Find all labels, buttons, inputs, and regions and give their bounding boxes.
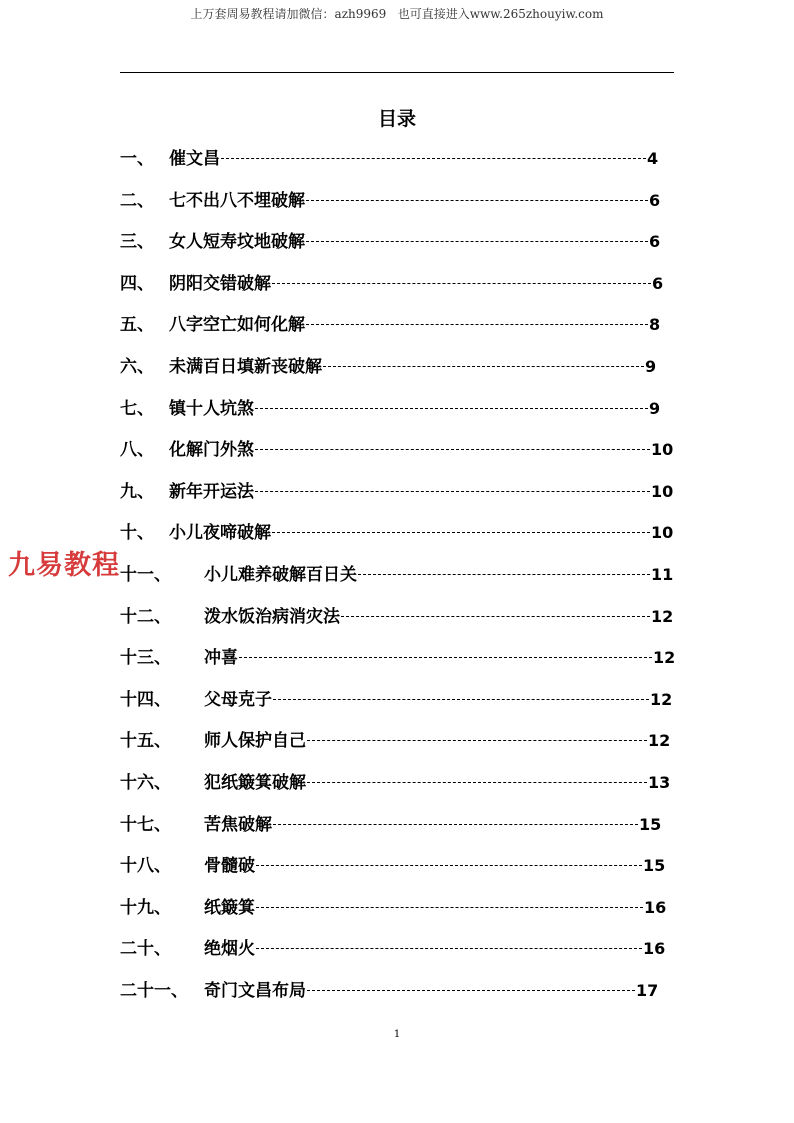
toc-leader-dots	[307, 782, 647, 783]
toc-entry[interactable]	[120, 480, 680, 504]
toc-entry[interactable]	[120, 771, 680, 795]
toc-entry[interactable]	[120, 397, 680, 421]
toc-leader-dots	[273, 824, 638, 825]
toc-entry-number: 十七、	[120, 814, 171, 835]
toc-entry[interactable]	[120, 646, 680, 670]
toc-entry-title: 化解门外煞	[169, 440, 254, 461]
toc-entry[interactable]	[120, 313, 680, 337]
toc-entry-title: 苦焦破解	[204, 814, 272, 835]
toc-entry[interactable]	[120, 563, 680, 587]
toc-entry-number: 九、	[120, 481, 154, 502]
toc-entry-title: 师人保护自己	[204, 731, 306, 752]
toc-entry[interactable]	[120, 355, 680, 379]
toc-entry[interactable]	[120, 854, 680, 878]
toc-entry-title: 女人短寿坟地破解	[169, 232, 305, 253]
toc-entry-title: 纸簸箕	[204, 897, 255, 918]
toc-leader-dots	[272, 532, 650, 533]
toc-entry-number: 二十、	[120, 939, 171, 960]
toc-leader-dots	[306, 241, 648, 242]
toc-entry-page: 17	[636, 981, 659, 1000]
toc-entry-title: 泼水饭治病消灾法	[204, 606, 340, 627]
toc-entry-number: 三、	[120, 232, 154, 253]
toc-entry-number: 十五、	[120, 731, 171, 752]
page-title: 目录	[377, 108, 416, 130]
toc-entry-number: 十三、	[120, 648, 171, 669]
toc-entry-title: 镇十人坑煞	[169, 398, 254, 419]
toc-entry-page: 6	[649, 190, 661, 210]
toc-leader-dots	[256, 907, 643, 908]
toc-entry[interactable]	[120, 605, 680, 629]
toc-leader-dots	[239, 657, 652, 658]
toc-leader-dots	[272, 283, 651, 284]
toc-entry-page: 16	[644, 897, 667, 917]
toc-entry-title: 绝烟火	[204, 939, 255, 960]
toc-entry-title: 七不出八不埋破解	[169, 190, 305, 211]
toc-leader-dots	[341, 616, 650, 617]
toc-entry-number: 十八、	[120, 856, 171, 877]
toc-entry[interactable]	[120, 521, 680, 545]
toc-entry-number: 八、	[120, 440, 154, 461]
toc-entry-number: 十、	[120, 523, 154, 544]
toc-entry-title: 骨髓破	[204, 856, 255, 877]
toc-entry-page: 12	[648, 731, 671, 751]
header-text: 上万套周易教程请加微信：azh9969 也可直接进入www.265zhouyiw.com	[190, 7, 604, 21]
toc-entry-title: 冲喜	[204, 648, 238, 669]
toc-entry[interactable]	[120, 147, 680, 171]
toc-leader-dots	[221, 158, 646, 159]
toc-entry-page: 12	[650, 689, 673, 709]
toc-entry-title: 犯纸簸箕破解	[204, 773, 306, 793]
toc-leader-dots	[255, 408, 648, 409]
toc-entry-title: 未满百日填新丧破解	[169, 357, 322, 377]
toc-entry-page: 9	[649, 398, 661, 418]
toc-leader-dots	[256, 865, 642, 866]
toc-leader-dots	[358, 574, 650, 575]
toc-entry-number: 四、	[120, 273, 154, 294]
toc-leader-dots	[256, 948, 642, 949]
toc-entry-title: 小儿难养破解百日关	[204, 565, 357, 585]
watermark-logo: 九易教程	[8, 550, 120, 581]
toc-leader-dots	[273, 699, 649, 700]
toc-leader-dots	[323, 366, 644, 367]
toc-entry[interactable]	[120, 979, 680, 1003]
toc-entry-number: 十九、	[120, 897, 171, 918]
toc-entry-number: 十四、	[120, 689, 171, 710]
toc-entry[interactable]	[120, 688, 680, 712]
toc-leader-dots	[306, 324, 648, 325]
toc-entry[interactable]	[120, 438, 680, 462]
toc-entry-page: 16	[643, 939, 666, 959]
page-number: 1	[393, 1029, 401, 1040]
toc-entry-page: 8	[649, 315, 661, 335]
toc-entry-page: 4	[647, 149, 659, 168]
toc-entry-number: 十二、	[120, 606, 171, 627]
toc-entry-page: 15	[639, 814, 662, 834]
header-rule	[120, 72, 674, 73]
toc-entry[interactable]	[120, 813, 680, 837]
toc-entry-page: 10	[651, 440, 674, 460]
toc-entry-number: 一、	[120, 149, 154, 169]
toc-entry[interactable]	[120, 729, 680, 753]
toc-leader-dots	[306, 200, 648, 201]
toc-entry-title: 催文昌	[169, 149, 220, 169]
toc-entry-page: 12	[651, 606, 674, 626]
toc-entry-title: 小儿夜啼破解	[169, 523, 271, 544]
toc-entry-title: 八字空亡如何化解	[169, 315, 305, 336]
toc-entry-number: 十六、	[120, 773, 171, 793]
toc-entry-page: 15	[643, 856, 666, 876]
toc-entry-title: 新年开运法	[169, 481, 254, 502]
toc-entry-page: 12	[653, 648, 676, 668]
toc-entry-number: 七、	[120, 398, 154, 419]
toc-entry-number: 二、	[120, 190, 154, 211]
toc-entry[interactable]	[120, 937, 680, 961]
toc-entry-number: 六、	[120, 357, 154, 377]
toc-entry[interactable]	[120, 230, 680, 254]
toc-entry-title: 阴阳交错破解	[169, 273, 271, 294]
toc-entry-page: 10	[651, 523, 674, 543]
toc-leader-dots	[307, 990, 635, 991]
toc-leader-dots	[255, 491, 650, 492]
toc-entry[interactable]	[120, 896, 680, 920]
toc-entry-page: 11	[651, 565, 674, 584]
toc-entry-title: 奇门文昌布局	[204, 981, 306, 1001]
toc-entry-number: 二十一、	[120, 981, 188, 1001]
toc-entry-page: 9	[645, 357, 657, 376]
toc-entry-page: 6	[649, 232, 661, 252]
toc-entry-title: 父母克子	[204, 689, 272, 710]
toc-entry[interactable]	[120, 189, 680, 213]
toc-entry-page: 6	[652, 273, 664, 293]
toc-leader-dots	[255, 449, 650, 450]
toc-entry-number: 五、	[120, 315, 154, 336]
toc-entry[interactable]	[120, 272, 680, 296]
toc-entry-page: 10	[651, 481, 674, 501]
toc-entry-number: 十一、	[120, 565, 171, 585]
toc-leader-dots	[307, 740, 647, 741]
table-of-contents	[0, 147, 794, 1027]
toc-entry-page: 13	[648, 773, 671, 792]
